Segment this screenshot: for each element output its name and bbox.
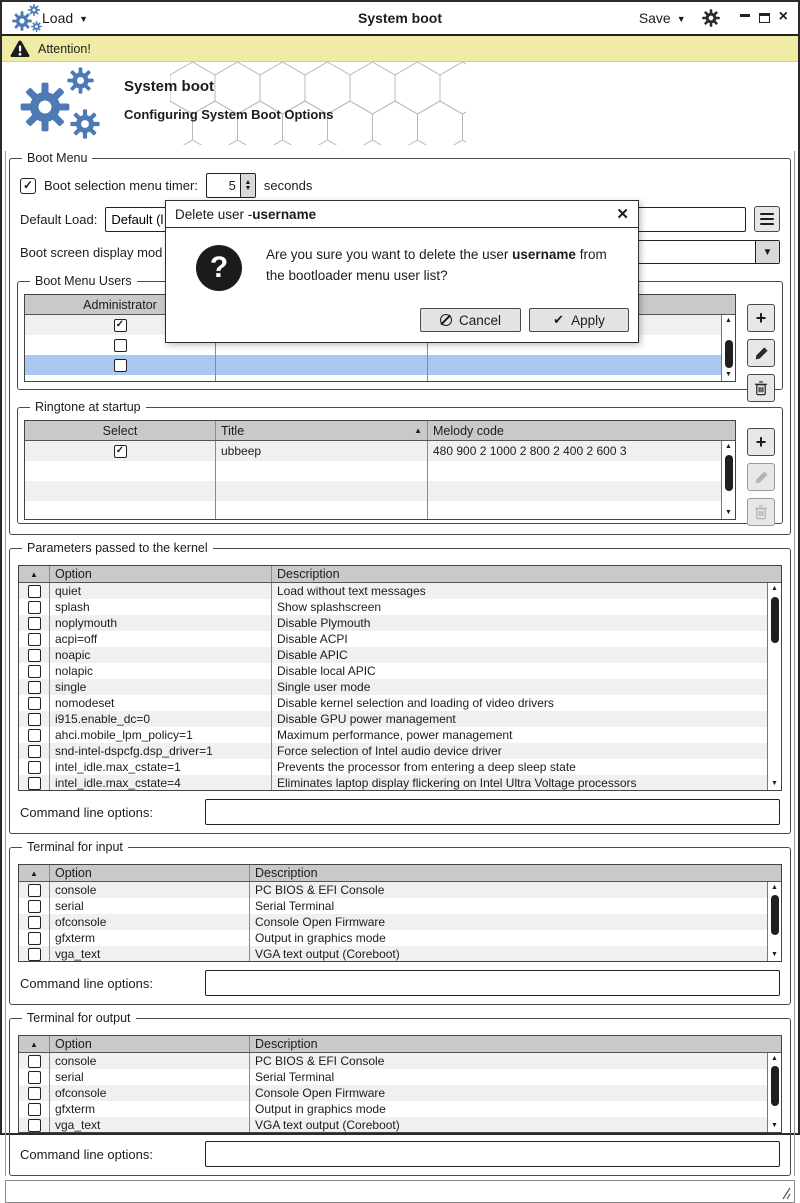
- minimize-button[interactable]: [740, 14, 750, 17]
- terminal-row[interactable]: [19, 882, 781, 898]
- default-load-list-button[interactable]: [754, 206, 780, 232]
- terminal-row[interactable]: [19, 914, 781, 930]
- boot-menu-legend: Boot Menu: [27, 151, 88, 165]
- tout-cmdline-label: Command line options:: [20, 1146, 153, 1162]
- tin-cmdline-label: Command line options:: [20, 975, 153, 991]
- row-checkbox[interactable]: [28, 681, 41, 694]
- row-checkbox[interactable]: [28, 745, 41, 758]
- dialog-close-icon[interactable]: ✕: [616, 206, 629, 223]
- scroll-thumb[interactable]: [771, 895, 779, 935]
- delete-user-button[interactable]: [747, 374, 775, 402]
- description-cell: Output in graphics mode: [249, 1101, 781, 1117]
- row-checkbox[interactable]: [28, 1055, 41, 1068]
- ringtone-checkbox[interactable]: [114, 445, 127, 458]
- description-cell: PC BIOS & EFI Console: [249, 1053, 781, 1069]
- dialog-title-prefix: Delete user -: [175, 206, 253, 222]
- description-cell: Serial Terminal: [249, 898, 781, 914]
- option-cell: console: [49, 882, 249, 898]
- resize-grip[interactable]: [777, 1186, 791, 1200]
- terminal-row[interactable]: [19, 1117, 781, 1133]
- description-cell: Disable local APIC: [271, 663, 781, 679]
- users-admin-header[interactable]: Administrator: [83, 297, 157, 312]
- kernel-cmdline-label: Command line options:: [20, 804, 153, 820]
- ringtone-title-cell: ubbeep: [215, 441, 427, 461]
- kernel-param-row[interactable]: [19, 727, 781, 743]
- chevron-down-icon: ▼: [79, 13, 89, 24]
- cancel-icon: [440, 314, 452, 326]
- kernel-description-header[interactable]: Description: [271, 566, 781, 582]
- tin-cmdline-input[interactable]: [205, 970, 780, 996]
- description-cell: VGA text output (Coreboot): [249, 1117, 781, 1133]
- row-checkbox[interactable]: [28, 729, 41, 742]
- cancel-button-label: Cancel: [458, 312, 502, 328]
- row-checkbox[interactable]: [28, 1071, 41, 1084]
- terminal-row[interactable]: [19, 930, 781, 946]
- option-cell: quiet: [49, 583, 271, 599]
- attention-banner: [2, 36, 798, 62]
- chevron-down-icon: ▼: [676, 13, 686, 24]
- scroll-up-icon[interactable]: ▲: [771, 1055, 778, 1062]
- option-cell: ofconsole: [49, 1085, 249, 1101]
- kernel-sort-header[interactable]: [19, 566, 49, 582]
- row-checkbox[interactable]: [28, 585, 41, 598]
- default-load-label: Default Load:: [20, 211, 98, 227]
- kernel-params-legend: Parameters passed to the kernel: [27, 541, 208, 555]
- add-user-button[interactable]: +: [747, 304, 775, 332]
- spinner-arrows[interactable]: [240, 174, 255, 197]
- option-cell: ofconsole: [49, 914, 249, 930]
- kernel-params-table: [18, 565, 782, 791]
- admin-checkbox[interactable]: [114, 359, 127, 372]
- row-checkbox[interactable]: [28, 1119, 41, 1132]
- terminal-input-legend: Terminal for input: [27, 840, 123, 854]
- row-checkbox[interactable]: [28, 1103, 41, 1116]
- app-header: [2, 62, 798, 145]
- dialog-message: Are you sure you want to delete the user username from the bootloader menu user list?: [266, 247, 607, 283]
- scroll-down-icon[interactable]: ▼: [771, 1122, 778, 1129]
- row-checkbox[interactable]: [28, 761, 41, 774]
- option-cell: gfxterm: [49, 930, 249, 946]
- sort-asc-icon: ▲: [30, 868, 38, 878]
- option-cell: serial: [49, 1069, 249, 1085]
- option-cell: intel_idle.max_cstate=1: [49, 759, 271, 775]
- chevron-down-icon: ▼: [762, 246, 773, 258]
- display-mode-label: Boot screen display mod: [20, 244, 163, 260]
- kernel-param-row[interactable]: [19, 695, 781, 711]
- page-title: System boot: [124, 78, 215, 95]
- row-checkbox[interactable]: [28, 948, 41, 961]
- terminal-row[interactable]: [19, 1101, 781, 1117]
- trash-icon: [754, 381, 768, 396]
- tin-sort-header[interactable]: [19, 865, 49, 881]
- kernel-cmdline-input[interactable]: [205, 799, 780, 825]
- option-cell: nolapic: [49, 663, 271, 679]
- pencil-icon: [754, 470, 769, 485]
- ringtone-legend: Ringtone at startup: [35, 400, 141, 414]
- timer-value[interactable]: 5: [228, 178, 236, 193]
- hamburger-icon: [760, 213, 774, 226]
- terminal-output-legend: Terminal for output: [27, 1011, 131, 1025]
- ringtone-row[interactable]: [25, 441, 735, 461]
- scroll-down-icon[interactable]: ▼: [725, 509, 732, 516]
- tout-scrollbar[interactable]: [767, 1053, 781, 1132]
- sort-asc-icon: ▲: [30, 1039, 38, 1049]
- close-button[interactable]: ×: [778, 8, 788, 25]
- kernel-params-fieldset: [9, 541, 791, 834]
- description-cell: Disable APIC: [271, 647, 781, 663]
- kernel-option-header[interactable]: Option: [49, 566, 271, 582]
- scroll-down-icon[interactable]: ▼: [725, 371, 732, 378]
- kernel-param-row[interactable]: [19, 679, 781, 695]
- kernel-param-row[interactable]: [19, 663, 781, 679]
- check-icon: ✔: [553, 312, 565, 327]
- question-icon: ?: [196, 245, 242, 291]
- row-checkbox[interactable]: [28, 777, 41, 790]
- admin-checkbox[interactable]: [114, 319, 127, 332]
- option-cell: console: [49, 1053, 249, 1069]
- terminal-row[interactable]: [19, 1085, 781, 1101]
- option-cell: splash: [49, 599, 271, 615]
- apply-button-label: Apply: [571, 312, 605, 328]
- save-menu[interactable]: [639, 10, 686, 26]
- row-checkbox[interactable]: [28, 900, 41, 913]
- scroll-up-icon[interactable]: ▲: [771, 585, 778, 592]
- dialog-title-username: username: [252, 206, 317, 222]
- timer-unit-label: seconds: [263, 178, 313, 193]
- tin-scrollbar[interactable]: [767, 882, 781, 961]
- kernel-param-row[interactable]: [19, 711, 781, 727]
- sort-asc-icon: ▲: [30, 569, 38, 579]
- scroll-thumb[interactable]: [771, 1066, 779, 1106]
- description-cell: VGA text output (Coreboot): [249, 946, 781, 962]
- spinner-up-icon[interactable]: ▲: [244, 178, 252, 186]
- description-cell: Disable ACPI: [271, 631, 781, 647]
- scroll-up-icon[interactable]: ▲: [771, 884, 778, 891]
- description-cell: Disable Plymouth: [271, 615, 781, 631]
- description-cell: Disable GPU power management: [271, 711, 781, 727]
- timer-label: Boot selection menu timer:: [44, 178, 198, 193]
- row-checkbox[interactable]: [28, 617, 41, 630]
- tout-description-header[interactable]: Description: [249, 1036, 781, 1052]
- save-menu-label: Save: [638, 10, 671, 26]
- row-checkbox[interactable]: [28, 916, 41, 929]
- row-checkbox[interactable]: [28, 601, 41, 614]
- boot-menu-users-legend: Boot Menu Users: [35, 274, 132, 288]
- option-cell: ahci.mobile_lpm_policy=1: [49, 727, 271, 743]
- users-scrollbar[interactable]: [721, 315, 735, 381]
- add-ringtone-button[interactable]: +: [747, 428, 775, 456]
- row-checkbox[interactable]: [28, 649, 41, 662]
- maximize-button[interactable]: [759, 13, 770, 23]
- status-bar: [5, 1180, 795, 1203]
- terminal-input-table: [18, 864, 782, 962]
- option-cell: intel_idle.max_cstate=4: [49, 775, 271, 791]
- description-cell: PC BIOS & EFI Console: [249, 882, 781, 898]
- tout-sort-header[interactable]: [19, 1036, 49, 1052]
- scroll-thumb[interactable]: [725, 455, 733, 491]
- scroll-up-icon[interactable]: ▲: [725, 443, 732, 450]
- option-cell: vga_text: [49, 946, 249, 962]
- spinner-down-icon[interactable]: ▼: [244, 184, 252, 192]
- tout-cmdline-input[interactable]: [205, 1141, 780, 1167]
- row-checkbox[interactable]: [28, 665, 41, 678]
- scroll-down-icon[interactable]: ▼: [771, 780, 778, 787]
- trash-icon: [754, 505, 768, 520]
- toolbar: [2, 2, 798, 36]
- scroll-up-icon[interactable]: ▲: [725, 317, 732, 324]
- settings-gear-icon[interactable]: [702, 9, 720, 27]
- delete-user-dialog: [165, 200, 639, 343]
- terminal-row[interactable]: [19, 1053, 781, 1069]
- app-gears-icon: [12, 4, 42, 32]
- edit-ringtone-button[interactable]: [747, 463, 775, 491]
- ringtone-melody-cell: 480 900 2 1000 2 800 2 400 2 600 3: [427, 441, 735, 461]
- tout-option-header[interactable]: Option: [49, 1036, 249, 1052]
- kernel-param-row[interactable]: [19, 583, 781, 599]
- load-menu[interactable]: [42, 10, 88, 26]
- option-cell: serial: [49, 898, 249, 914]
- row-checkbox[interactable]: [28, 1087, 41, 1100]
- row-checkbox[interactable]: [28, 713, 41, 726]
- terminal-output-table: [18, 1035, 782, 1133]
- dialog-titlebar: [166, 201, 638, 228]
- ringtone-melody-header[interactable]: Melody code: [427, 421, 735, 440]
- terminal-output-fieldset: [9, 1011, 791, 1176]
- row-checkbox[interactable]: [28, 633, 41, 646]
- tin-description-header[interactable]: Description: [249, 865, 781, 881]
- option-cell: noapic: [49, 647, 271, 663]
- description-cell: Show splashscreen: [271, 599, 781, 615]
- window-title: System boot: [357, 10, 442, 26]
- page-subtitle: Configuring System Boot Options: [124, 107, 334, 122]
- kernel-param-row[interactable]: [19, 631, 781, 647]
- option-cell: noplymouth: [49, 615, 271, 631]
- description-cell: Force selection of Intel audio device driver: [271, 743, 781, 759]
- description-cell: Serial Terminal: [249, 1069, 781, 1085]
- ringtone-fieldset: [17, 400, 783, 524]
- description-cell: Console Open Firmware: [249, 1085, 781, 1101]
- option-cell: gfxterm: [49, 1101, 249, 1117]
- ringtone-select-header[interactable]: Select: [102, 423, 138, 438]
- tin-option-header[interactable]: Option: [49, 865, 249, 881]
- ringtone-title-header[interactable]: Title ▲: [215, 421, 427, 440]
- app-logo-gears: [20, 67, 106, 141]
- row-checkbox[interactable]: [28, 697, 41, 710]
- kernel-param-row[interactable]: [19, 647, 781, 663]
- description-cell: Load without text messages: [271, 583, 781, 599]
- scroll-down-icon[interactable]: ▼: [771, 951, 778, 958]
- cancel-button[interactable]: [420, 308, 521, 332]
- option-cell: acpi=off: [49, 631, 271, 647]
- kernel-param-row[interactable]: [19, 743, 781, 759]
- description-cell: Console Open Firmware: [249, 914, 781, 930]
- description-cell: Prevents the processor from entering a deep sleep state: [271, 759, 781, 775]
- terminal-row[interactable]: [19, 898, 781, 914]
- edit-user-button[interactable]: [747, 339, 775, 367]
- kernel-param-row[interactable]: [19, 759, 781, 775]
- terminal-input-fieldset: [9, 840, 791, 1005]
- ringtone-scrollbar[interactable]: [721, 441, 735, 519]
- description-cell: Eliminates laptop display flickering on Intel Ultra Voltage processors: [271, 775, 781, 791]
- combo-arrow-button[interactable]: [755, 241, 779, 263]
- apply-button[interactable]: [529, 308, 629, 332]
- admin-checkbox[interactable]: [114, 339, 127, 352]
- kernel-scrollbar[interactable]: [767, 583, 781, 790]
- option-cell: single: [49, 679, 271, 695]
- option-cell: vga_text: [49, 1117, 249, 1133]
- terminal-row[interactable]: [19, 1069, 781, 1085]
- kernel-param-row[interactable]: [19, 615, 781, 631]
- timer-spinner[interactable]: [206, 173, 256, 198]
- banner-text: Attention!: [38, 41, 91, 56]
- warning-icon: [10, 40, 30, 58]
- description-cell: Disable kernel selection and loading of video drivers: [271, 695, 781, 711]
- user-row-selected[interactable]: [25, 355, 735, 375]
- timer-checkbox[interactable]: [20, 178, 36, 194]
- pencil-icon: [754, 346, 769, 361]
- description-cell: Output in graphics mode: [249, 930, 781, 946]
- description-cell: Single user mode: [271, 679, 781, 695]
- user-row[interactable]: [25, 375, 735, 382]
- kernel-param-row[interactable]: [19, 775, 781, 791]
- delete-ringtone-button[interactable]: [747, 498, 775, 526]
- description-cell: Maximum performance, power management: [271, 727, 781, 743]
- ringtone-table: [24, 420, 736, 520]
- scroll-thumb[interactable]: [771, 597, 779, 643]
- option-cell: i915.enable_dc=0: [49, 711, 271, 727]
- kernel-param-row[interactable]: [19, 599, 781, 615]
- option-cell: snd-intel-dspcfg.dsp_driver=1: [49, 743, 271, 759]
- load-menu-label: Load: [42, 10, 74, 26]
- terminal-row[interactable]: [19, 946, 781, 962]
- row-checkbox[interactable]: [28, 884, 41, 897]
- row-checkbox[interactable]: [28, 932, 41, 945]
- scroll-thumb[interactable]: [725, 340, 733, 368]
- sort-asc-icon: ▲: [414, 426, 422, 435]
- option-cell: nomodeset: [49, 695, 271, 711]
